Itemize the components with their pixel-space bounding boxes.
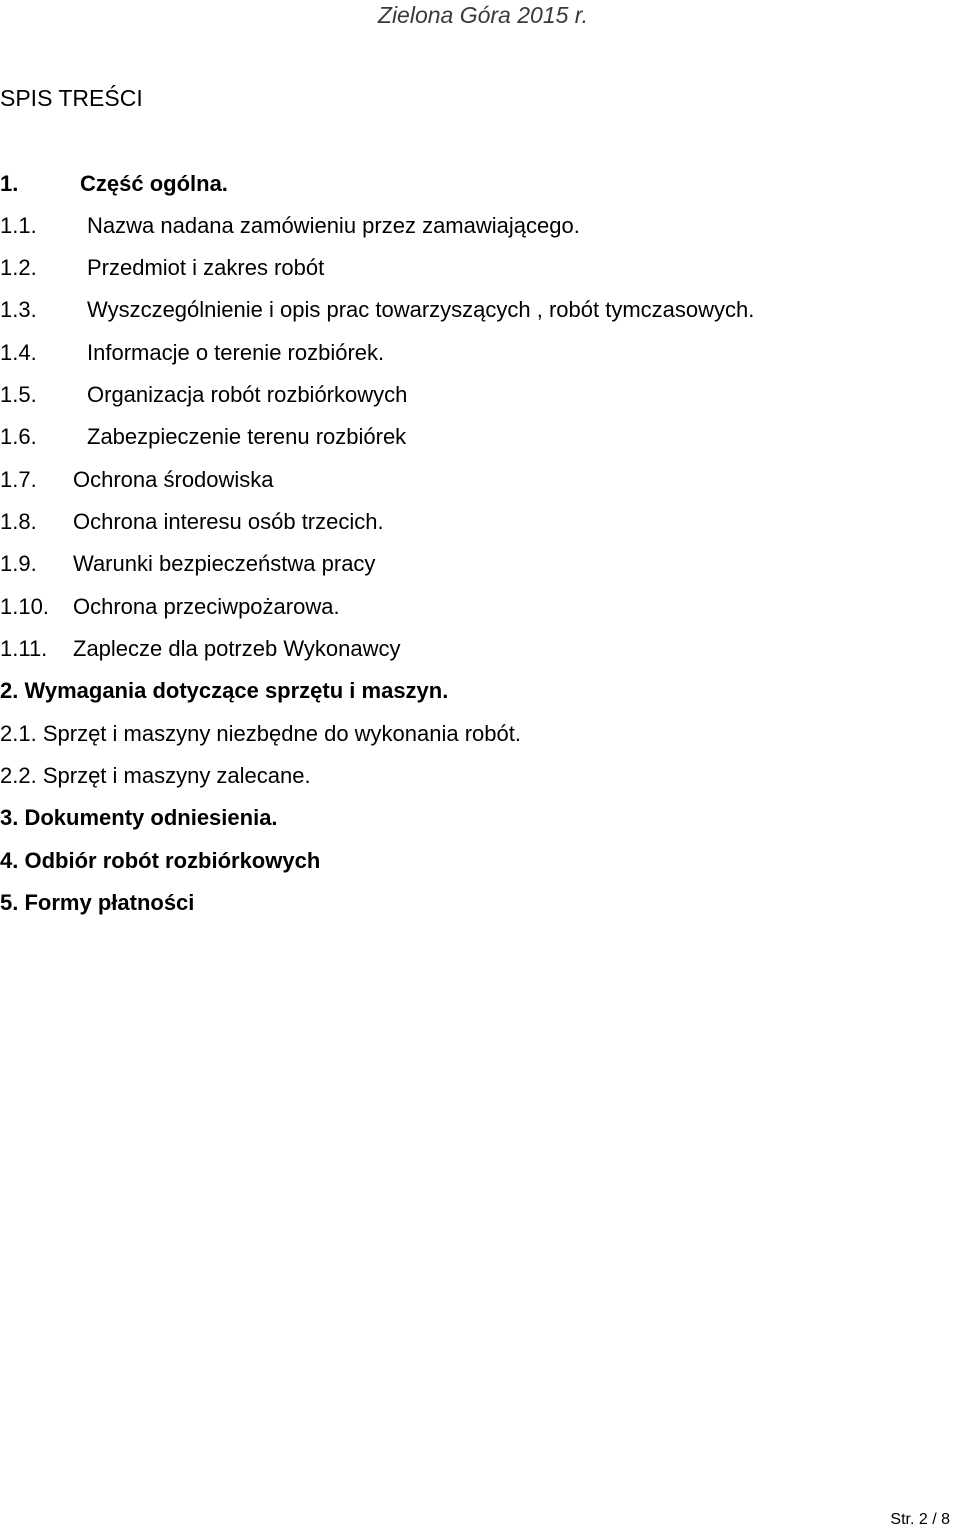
toc-entry-number: 1.6. (0, 424, 37, 449)
toc-entry-text: Nazwa nadana zamówieniu przez zamawiającego. (87, 213, 580, 238)
toc-entry-number: 1. (0, 171, 19, 196)
toc-entry-number: 1.1. (0, 213, 37, 238)
toc-entry-number: 2.1. (0, 721, 37, 746)
toc-entry-number: 1.7. (0, 467, 37, 492)
toc-entry-number: 3. (0, 805, 19, 830)
toc-entry-2-2 (0, 762, 311, 790)
toc-entry-number: 2.2. (0, 763, 37, 788)
toc-entry-text: Przedmiot i zakres robót (87, 255, 325, 280)
toc-entry-text: Informacje o terenie rozbiórek. (87, 340, 385, 365)
toc-entry-2-1 (0, 720, 521, 748)
toc-entry-5 (0, 889, 194, 917)
toc-entry-number: 4. (0, 848, 19, 873)
toc-entry-number: 1.8. (0, 509, 37, 534)
toc-entry-text: Wyszczególnienie i opis prac towarzyszących , robót tymczasowych. (87, 297, 755, 322)
toc-entry-number: 2. (0, 678, 19, 703)
toc-entry-text: Organizacja robót rozbiórkowych (87, 382, 408, 407)
toc-entry-text: Część ogólna. (80, 171, 228, 196)
toc-entry-text: Ochrona środowiska (73, 467, 274, 492)
toc-entry-4 (0, 847, 320, 875)
toc-entry-text: Dokumenty odniesienia. (24, 805, 278, 830)
toc-entry-number: 1.11. (0, 636, 48, 661)
toc-entry-text: Warunki bezpieczeństwa pracy (73, 551, 376, 576)
toc-entry-number: 1.9. (0, 551, 37, 576)
toc-entry-text: Zaplecze dla potrzeb Wykonawcy (73, 636, 401, 661)
toc-title: SPIS TREŚCI (0, 85, 143, 111)
toc-entry-2 (0, 677, 448, 705)
toc-entry-text: Zabezpieczenie terenu rozbiórek (87, 424, 407, 449)
toc-entry-3 (0, 804, 278, 832)
document-header-place-date: Zielona Góra 2015 r. (377, 2, 588, 28)
toc-entry-number: 1.2. (0, 255, 37, 280)
toc-entry-text: Ochrona interesu osób trzecich. (73, 509, 384, 534)
toc-entry-number: 5. (0, 890, 19, 915)
toc-entry-number: 1.5. (0, 382, 37, 407)
page-number: Str. 2 / 8 (890, 1511, 950, 1528)
toc-entry-number: 1.10. (0, 594, 49, 619)
toc-entry-text: Sprzęt i maszyny zalecane. (42, 763, 311, 788)
toc-entry-text: Wymagania dotyczące sprzętu i maszyn. (24, 678, 449, 703)
toc-entry-number: 1.4. (0, 340, 37, 365)
toc-entry-number: 1.3. (0, 297, 37, 322)
toc-entry-text: Odbiór robót rozbiórkowych (24, 848, 321, 873)
toc-entry-text: Formy płatności (24, 890, 195, 915)
toc-entry-text: Ochrona przeciwpożarowa. (73, 594, 340, 619)
toc-entry-text: Sprzęt i maszyny niezbędne do wykonania robót. (42, 721, 521, 746)
